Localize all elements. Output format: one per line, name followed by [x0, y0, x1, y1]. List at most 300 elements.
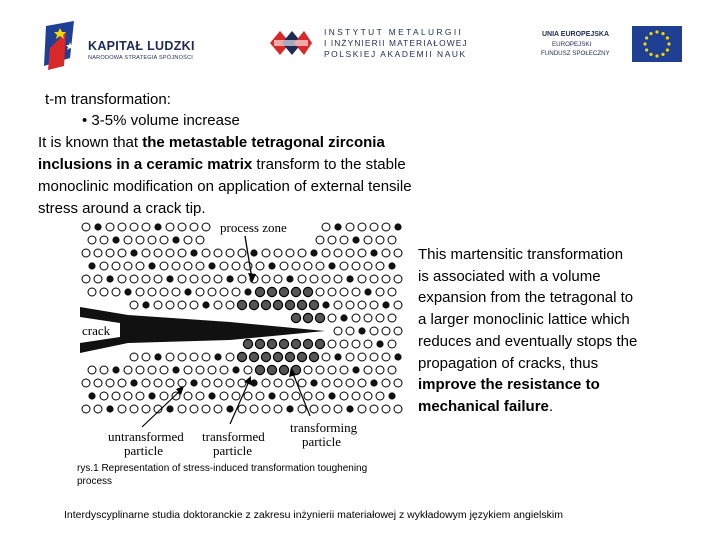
matrix-grain — [142, 301, 149, 308]
untransformed-particle — [172, 288, 180, 296]
untransformed-particle — [208, 288, 216, 296]
side-explanation — [418, 244, 678, 418]
side-line-8-period: . — [548, 397, 554, 415]
matrix-grain — [334, 223, 341, 230]
untransformed-particle — [298, 379, 306, 387]
transformed-particle — [303, 313, 312, 322]
untransformed-particle — [160, 366, 168, 374]
untransformed-particle — [238, 275, 246, 283]
untransformed-particle — [220, 288, 228, 296]
untransformed-particle — [166, 353, 174, 361]
untransformed-particle — [226, 249, 234, 257]
untransformed-particle — [286, 249, 294, 257]
untransformed-particle — [130, 301, 138, 309]
untransformed-particle — [376, 262, 384, 270]
transformed-particle — [261, 300, 270, 309]
untransformed-particle — [280, 262, 288, 270]
untransformed-particle — [118, 379, 126, 387]
untransformed-particle — [388, 366, 396, 374]
untransformed-particle — [376, 314, 384, 322]
untransformed-particle — [340, 340, 348, 348]
eu-logo-line-2: EUROPEJSKI — [552, 41, 592, 48]
untransformed-particle — [136, 236, 144, 244]
untransformed-particle — [274, 249, 282, 257]
untransformed-particle — [88, 236, 96, 244]
untransformed-particle — [238, 379, 246, 387]
matrix-grain — [250, 379, 257, 386]
untransformed-particle — [118, 249, 126, 257]
untransformed-particle — [262, 275, 270, 283]
matrix-grain — [388, 392, 395, 399]
untransformed-particle — [370, 405, 378, 413]
transformed-particle — [267, 365, 276, 374]
untransformed-particle — [388, 314, 396, 322]
side-line-8 — [418, 396, 678, 418]
transformed-particle — [249, 352, 258, 361]
caption-line-1: rys.1 Representation of stress-induced transformation toughening — [77, 463, 368, 474]
untransformed-particle — [352, 288, 360, 296]
untransformed-particle — [370, 301, 378, 309]
untransformed-particle — [226, 379, 234, 387]
untransformed-particle — [316, 236, 324, 244]
transformed-particle — [237, 352, 246, 361]
crack-label: crack — [82, 323, 111, 338]
untransformed-particle — [196, 392, 204, 400]
matrix-grain — [376, 340, 383, 347]
untransformed-particle — [190, 223, 198, 231]
untransformed-particle — [160, 288, 168, 296]
untransformed-particle — [166, 249, 174, 257]
untransformed-particle — [244, 366, 252, 374]
untransformed-particle — [142, 379, 150, 387]
untransformed-particle — [148, 236, 156, 244]
matrix-grain — [172, 236, 179, 243]
untransformed-particle — [388, 288, 396, 296]
untransformed-particle — [328, 236, 336, 244]
untransformed-particle — [388, 236, 396, 244]
paragraph-line-1-bold: the metastable tetragonal zirconia — [142, 134, 385, 151]
untransformed-particle — [376, 392, 384, 400]
untransformed-particle — [394, 249, 402, 257]
matrix-grain — [334, 353, 341, 360]
matrix-grain — [106, 405, 113, 412]
untransformed-particle — [214, 249, 222, 257]
untransformed-particle — [202, 249, 210, 257]
untransformed-particle — [322, 223, 330, 231]
untransformed-particle — [160, 392, 168, 400]
untransformed-particle — [118, 405, 126, 413]
untransformed-particle — [274, 405, 282, 413]
untransformed-particle — [376, 366, 384, 374]
untransformed-particle — [340, 236, 348, 244]
untransformed-particle — [232, 392, 240, 400]
side-line-7-bold: improve the resistance to — [418, 376, 600, 394]
untransformed-particle — [310, 405, 318, 413]
transformed-particle — [267, 339, 276, 348]
untransformed-particle — [352, 262, 360, 270]
untransformed-particle — [94, 275, 102, 283]
untransformed-particle — [202, 353, 210, 361]
untransformed-particle — [124, 236, 132, 244]
untransformed-particle — [214, 405, 222, 413]
matrix-grain — [94, 223, 101, 230]
matrix-grain — [226, 405, 233, 412]
transformed-particle — [273, 300, 282, 309]
untransformed-particle — [136, 366, 144, 374]
matrix-grain — [190, 379, 197, 386]
untransformed-particle — [154, 249, 162, 257]
untransformed-particle — [250, 405, 258, 413]
institute-logo — [268, 25, 468, 65]
eu-logo — [528, 22, 684, 68]
side-line-3: expansion from the tetragonal to — [418, 289, 634, 307]
untransformed-particle — [82, 275, 90, 283]
transformed-particle — [291, 287, 300, 296]
untransformed-particle — [340, 366, 348, 374]
transforming-label-1: transforming — [290, 420, 358, 435]
untransformed-particle — [370, 353, 378, 361]
untransformed-particle — [160, 236, 168, 244]
untransformed-particle — [190, 301, 198, 309]
untransformed-particle — [382, 379, 390, 387]
untransformed-particle — [220, 262, 228, 270]
untransformed-particle — [346, 327, 354, 335]
untransformed-particle — [358, 353, 366, 361]
untransformed-particle — [376, 236, 384, 244]
matrix-grain — [166, 405, 173, 412]
eu-flag-icon — [632, 26, 682, 62]
transformed-particle — [249, 300, 258, 309]
matrix-grain — [250, 249, 257, 256]
untransformed-particle — [352, 340, 360, 348]
side-line-5: reduces and eventually stops the — [418, 332, 638, 350]
matrix-grain — [172, 366, 179, 373]
matrix-grain — [268, 392, 275, 399]
matrix-grain — [208, 262, 215, 269]
untransformed-particle — [148, 366, 156, 374]
untransformed-particle — [112, 262, 120, 270]
untransformed-particle — [394, 301, 402, 309]
matrix-grain — [166, 275, 173, 282]
untransformed-particle — [154, 301, 162, 309]
toughening-diagram — [80, 219, 405, 459]
matrix-grain — [286, 275, 293, 282]
untransformed-particle — [394, 379, 402, 387]
untransformed-particle — [316, 366, 324, 374]
untransformed-particle — [382, 353, 390, 361]
untransformed-particle — [184, 392, 192, 400]
untransformed-particle — [376, 288, 384, 296]
untransformed-particle — [346, 353, 354, 361]
untransformed-particle — [160, 262, 168, 270]
untransformed-particle — [100, 288, 108, 296]
untransformed-particle — [334, 379, 342, 387]
matrix-grain — [214, 353, 221, 360]
untransformed-particle — [334, 405, 342, 413]
untransformed-particle — [274, 275, 282, 283]
matrix-grain — [112, 236, 119, 243]
untransformed-particle — [358, 405, 366, 413]
untransformed-particle — [100, 366, 108, 374]
untransformed-particle — [196, 262, 204, 270]
transformed-particle — [303, 287, 312, 296]
untransformed-particle — [310, 275, 318, 283]
matrix-grain — [106, 275, 113, 282]
untransformed-particle — [196, 236, 204, 244]
untransformed-particle — [154, 379, 162, 387]
untransformed-particle — [334, 275, 342, 283]
matrix-grain — [154, 223, 161, 230]
matrix-grain — [190, 249, 197, 256]
untransformed-particle — [292, 262, 300, 270]
side-line-4: a larger monoclinic lattice which — [418, 311, 630, 329]
matrix-grain — [328, 392, 335, 399]
matrix-grain — [130, 379, 137, 386]
untransformed-particle — [238, 405, 246, 413]
untransformed-particle — [328, 288, 336, 296]
untransformed-particle — [382, 405, 390, 413]
paragraph-line-3: monoclinic modification on application of external tensile — [38, 178, 412, 195]
untransformed-particle — [202, 275, 210, 283]
transformed-particle — [315, 339, 324, 348]
matrix-grain — [310, 379, 317, 386]
transformed-particle — [279, 339, 288, 348]
untransformed-particle — [88, 366, 96, 374]
untransformed-particle — [142, 353, 150, 361]
untransformed-particle — [370, 275, 378, 283]
untransformed-particle — [232, 288, 240, 296]
untransformed-particle — [220, 366, 228, 374]
transformed-particle — [291, 339, 300, 348]
untransformed-particle — [256, 392, 264, 400]
matrix-grain — [208, 392, 215, 399]
untransformed-particle — [82, 223, 90, 231]
untransformed-particle — [382, 327, 390, 335]
matrix-grain — [364, 288, 371, 295]
untransformed-particle — [136, 262, 144, 270]
untransformed-particle — [394, 327, 402, 335]
untransformed-particle — [328, 340, 336, 348]
institute-logo-line-1: INSTYTUT METALURGII — [324, 27, 464, 37]
untransformed-particle — [100, 236, 108, 244]
untransformed-particle — [82, 405, 90, 413]
untransformed-particle — [142, 223, 150, 231]
paragraph-line-2 — [38, 154, 406, 176]
untransformed-particle — [184, 262, 192, 270]
untransformed-particle — [340, 392, 348, 400]
side-line-1: This martensitic transformation — [418, 246, 624, 263]
untransformed-particle — [94, 379, 102, 387]
untransformed-particle — [286, 379, 294, 387]
transformed-particle — [279, 365, 288, 374]
institute-logo-line-3: POLSKIEJ AKADEMII NAUK — [324, 49, 467, 59]
untransformed-particle — [364, 314, 372, 322]
untransformed-particle — [136, 392, 144, 400]
matrix-grain — [184, 288, 191, 295]
untransformed-particle — [334, 327, 342, 335]
untransformed-particle — [358, 275, 366, 283]
untransformed-particle — [238, 249, 246, 257]
untransformed-particle — [346, 249, 354, 257]
kapital-logo-subtitle: NARODOWA STRATEGIA SPÓJNOŚCI — [88, 55, 194, 61]
untransformed-particle — [364, 340, 372, 348]
process-zone-label: process zone — [220, 220, 287, 235]
untransformed-particle — [130, 223, 138, 231]
transformed-label-1: transformed — [202, 429, 265, 444]
untransformed-particle — [382, 223, 390, 231]
untransformed-particle — [178, 223, 186, 231]
paragraph-line-2-text: transform to the stable — [252, 156, 406, 173]
untransformed-particle — [364, 262, 372, 270]
untransformed-particle — [184, 236, 192, 244]
matrix-grain — [328, 262, 335, 269]
matrix-grain — [358, 327, 365, 334]
untransformed-particle — [112, 288, 120, 296]
eu-logo-line-1: UNIA EUROPEJSKA — [542, 31, 610, 38]
matrix-grain — [370, 379, 377, 386]
untransformed-particle — [166, 223, 174, 231]
untransformed-particle — [166, 379, 174, 387]
untransformed-particle — [214, 275, 222, 283]
transformed-particle — [261, 352, 270, 361]
untransformed-particle — [322, 353, 330, 361]
untransformed-particle — [82, 379, 90, 387]
matrix-grain — [340, 314, 347, 321]
matrix-grain — [394, 353, 401, 360]
untransformed-particle — [178, 275, 186, 283]
untransformed-particle — [364, 366, 372, 374]
untransformed-particle — [328, 314, 336, 322]
transformed-particle — [309, 352, 318, 361]
transformed-particle — [285, 300, 294, 309]
untransformed-particle — [382, 275, 390, 283]
transformed-particle — [303, 339, 312, 348]
untransformed-particle — [118, 275, 126, 283]
matrix-grain — [130, 249, 137, 256]
untransformed-particle — [322, 379, 330, 387]
transformed-particle — [255, 365, 264, 374]
untransformed-particle — [322, 405, 330, 413]
matrix-grain — [388, 262, 395, 269]
matrix-grain — [154, 353, 161, 360]
untransformed-particle — [172, 392, 180, 400]
untransformed-particle — [346, 301, 354, 309]
transformed-particle — [237, 300, 246, 309]
untransformed-particle — [214, 379, 222, 387]
transforming-label-2: particle — [302, 434, 341, 449]
untransformed-particle — [262, 379, 270, 387]
transformed-particle — [297, 300, 306, 309]
untransformed-particle — [178, 353, 186, 361]
untransformed-particle — [370, 223, 378, 231]
untransformed-particle — [226, 301, 234, 309]
kapital-ludzki-emblem-icon — [40, 18, 88, 74]
untransformed-particle — [322, 249, 330, 257]
untransformed-particle — [130, 405, 138, 413]
untransformed-particle — [130, 353, 138, 361]
paragraph-line-4: stress around a crack tip. — [38, 200, 206, 217]
untransformed-particle — [256, 262, 264, 270]
untransformed-label-1: untransformed — [108, 429, 184, 444]
matrix-grain — [88, 262, 95, 269]
transformed-particle — [285, 352, 294, 361]
untransformed-particle — [346, 223, 354, 231]
untransformed-particle — [304, 262, 312, 270]
untransformed-particle — [334, 249, 342, 257]
matrix-grain — [382, 301, 389, 308]
transformed-particle — [255, 339, 264, 348]
matrix-grain — [394, 223, 401, 230]
untransformed-particle — [346, 379, 354, 387]
untransformed-particle — [304, 392, 312, 400]
untransformed-particle — [100, 392, 108, 400]
untransformed-particle — [292, 392, 300, 400]
eu-logo-line-3: FUNDUSZ SPOŁECZNY — [541, 50, 610, 57]
untransformed-particle — [358, 379, 366, 387]
untransformed-particle — [136, 288, 144, 296]
untransformed-particle — [208, 366, 216, 374]
untransformed-particle — [340, 262, 348, 270]
untransformed-particle — [142, 405, 150, 413]
untransformed-particle — [196, 288, 204, 296]
untransformed-particle — [118, 223, 126, 231]
untransformed-particle — [358, 223, 366, 231]
untransformed-particle — [262, 249, 270, 257]
untransformed-particle — [166, 301, 174, 309]
transformation-toughening-figure — [80, 219, 405, 459]
untransformed-particle — [190, 353, 198, 361]
matrix-grain — [268, 262, 275, 269]
untransformed-particle — [352, 314, 360, 322]
matrix-grain — [346, 405, 353, 412]
untransformed-particle — [184, 366, 192, 374]
transformed-particle — [243, 339, 252, 348]
transformed-particle — [297, 352, 306, 361]
institute-emblem-icon — [268, 25, 314, 61]
untransformed-particle — [202, 379, 210, 387]
paragraph-line-2-bold: inclusions in a ceramic matrix — [38, 156, 253, 173]
untransformed-particle — [202, 405, 210, 413]
untransformed-particle — [382, 249, 390, 257]
heading: t-m transformation: — [45, 91, 171, 108]
matrix-grain — [226, 275, 233, 282]
untransformed-particle — [94, 405, 102, 413]
matrix-grain — [202, 301, 209, 308]
untransformed-particle — [220, 392, 228, 400]
untransformed-particle — [106, 223, 114, 231]
transformed-label-2: particle — [213, 443, 252, 458]
untransformed-particle — [142, 249, 150, 257]
untransformed-particle — [82, 249, 90, 257]
untransformed-particle — [190, 405, 198, 413]
side-line-2: is associated with a volume — [418, 267, 601, 285]
untransformed-particle — [304, 366, 312, 374]
matrix-grain — [286, 405, 293, 412]
untransformed-particle — [358, 301, 366, 309]
untransformed-particle — [364, 236, 372, 244]
untransformed-particle — [226, 353, 234, 361]
untransformed-particle — [370, 327, 378, 335]
transformed-particle — [291, 313, 300, 322]
untransformed-particle — [316, 392, 324, 400]
matrix-grain — [88, 392, 95, 399]
untransformed-particle — [388, 340, 396, 348]
untransformed-particle — [190, 275, 198, 283]
untransformed-particle — [214, 301, 222, 309]
untransformed-particle — [178, 249, 186, 257]
untransformed-particle — [232, 262, 240, 270]
untransformed-particle — [178, 405, 186, 413]
